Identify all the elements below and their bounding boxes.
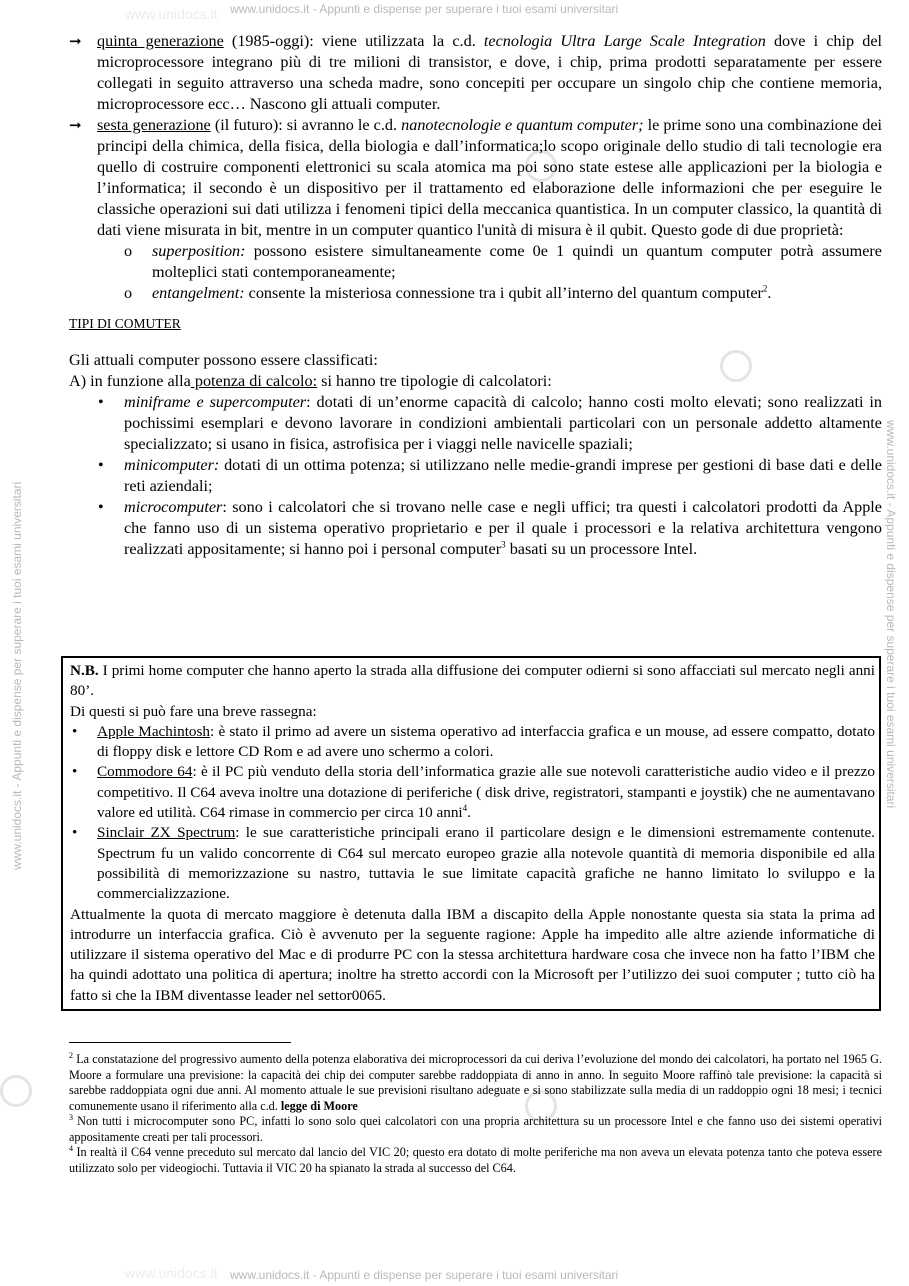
quantum-properties-list [69, 241, 882, 304]
nb-label: N.B. [70, 662, 99, 679]
circle-bullet-icon: o [124, 284, 133, 302]
section-heading: TIPI DI COMUTER [69, 316, 181, 331]
generation-item: ➞ sesta generazione (il futuro): si avranno le c.d. nanotecnologie e quantum computer; le prime sono una combinazione dei principi della chimica, della fisica, della biologia e dall’informatica;lo scopo originale dello studio di tali tecnologie era quello di costruire componenti elettronici su scala atomica ma poi sono state estese alle applicazioni per la biologia e l’informatica; il secondo è un dispositivo per il trattamento ed elaborazione delle informazioni che per eseguire le classiche operazioni sui dati utilizza i fenomeni tipici della meccanica quantistica. In un computer classico, la quantità di dati viene misurata in bit, mentre in un computer quantico l'unità di misura è il qubit. Questo gode di due proprietà: [69, 116, 882, 239]
footnote-ref[interactable]: 4 [462, 803, 468, 814]
watermark-logo-icon [0, 1075, 32, 1107]
classification-intro: Gli attuali computer possono essere classificati: A) in funzione alla potenza di calcolo: si hanno tre tipologie di calcolatori: [69, 351, 552, 390]
watermark-ghost: www.unidocs.it [125, 1265, 218, 1281]
watermark-ghost: www.unidocs.it [125, 6, 218, 22]
list-item: • miniframe e supercomputer: dotati di un’enorme capacità di calcolo; hanno costi molto elevati; sono realizzati in pochissimi esemplari e devono lavorare in condizioni ambientali particolari con un personale addetto altamente specializzato; si usano in fisica, astrofisica per i viaggi nelle navicelle spaziali; [98, 393, 882, 453]
watermark-left: www.unidocs.it - Appunti e dispense per superare i tuoi esami universitari [10, 481, 24, 870]
footnote-ref[interactable]: 2 [762, 283, 768, 294]
footnote-divider [69, 1042, 291, 1043]
generation-term: quinta generazione [97, 32, 224, 50]
bullet-icon: • [72, 763, 78, 781]
list-item: • Sinclair ZX Spectrum: le sue caratteristiche principali erano il particolare design e le dimensioni estremamente contenute. Spectrum fu un valido concorrente di C64 sul mercato europeo grazie alla notevole quantità di memoria disponibile ed alla possibilità di memorizzazione su nastro, tuttavia le sue limitate capacità grafiche ne hanno limitato lo sviluppo e la commercializzazione. [72, 824, 875, 903]
footnote-ref[interactable]: 3 [501, 539, 506, 550]
list-item: o entangelment: consente la misteriosa connessione tra i qubit all’interno del quantum computer$^2$. [124, 283, 772, 302]
bullet-icon: • [98, 393, 104, 411]
bullet-icon: • [72, 722, 78, 740]
home-computer-list [70, 722, 875, 905]
list-item: o superposition: possono esistere simultaneamente come 0e 1 quindi un quantum computer potrà assumere molteplici stati contemporaneamente; [124, 242, 882, 281]
computer-types-list [69, 392, 882, 560]
footnote: $^2$ La constatazione del progressivo aumento della potenza elaborativa dei microprocessori da cui deriva l’evoluzione del mondo dei calcolatori, ha portato nel 1965 G. Moore a formulare una previsione: la capacità dei chip dei computer sarebbe raddoppiata di anno in anno. In seguito Moore raffinò tale previsione: la capacità si sarebbe raddoppiata ogni due anni. Al momento attuale le sue previsioni risultano adeguate e si sono stabilizzate sulla media di un raddoppio ogni 18 mesi; i tecnici comunemente usano il riferimento alla c.d. legge di Moore [69, 1050, 882, 1113]
footnote: $^4$ In realtà il C64 venne preceduto sul mercato dal lancio del VIC 20; questo era dotato di molte periferiche ma non aveva un elevata potenza tanto che poteva essere utilizzato solo per videogiochi. Tuttavia il VIC 20 ha spianato la strada al successo del C64. [69, 1143, 882, 1175]
circle-bullet-icon: o [124, 242, 133, 260]
generation-term: sesta generazione [97, 116, 211, 134]
watermark-right: www.unidocs.it - Appunti e dispense per superare i tuoi esami universitari [884, 420, 898, 809]
bullet-icon: • [72, 824, 78, 842]
nb-box: N.B. I primi home computer che hanno aperto la strada alla diffusione dei computer odierni si sono affacciati sul mercato negli anni 80’. Di questi si può fare una breve rassegna: • Apple Machintosh: è stato il primo ad avere un sistema operativo ad interfaccia grafica e un mouse, ad essere compatto, dotato di floppy disk e lettore CD Rom e ad avere uno schermo a colori. • Commodore 64: è il PC più venduto della storia dell’informatica grazie alle sue notevoli caratteristiche audio video e il prezzo competitivo. Il C64 aveva inoltre una dotazione di periferiche ( disk drive, registratori, stampanti e joystik) che ne aumentavano valore ed utilità. C64 rimase in commercio per circa 10 anni$^4$. • Sinclair ZX Spectrum: le sue caratteristiche principali erano il particolare design e le dimensioni estremamente contenute. Spectrum fu un valido concorrente di C64 sul mercato europeo grazie alla notevole quantità di memoria disponibile ed alla possibilità di memorizzazione su nastro, tuttavia le sue limitate capacità grafiche ne hanno limitato lo sviluppo e la commercializzazione. Attualmente la quota di mercato maggiore è detenuta dalla IBM a discapito della Apple nonostante questa sia stata la prima ad introdurre un interfaccia grafica. Ciò è avvenuto per la seguente ragione: Apple ha impedito alle altre aziende informatiche di utilizzare il sistema operativo del Mac e di produrre PC con la stessa architettura hardware cosa che invece non ha fatto l’IBM che ha quindi adottato una politica di apertura; inoltre ha stretto accordi con la Microsoft per l’utilizzo dei suoi computer ; tutto ciò ha fatto si che la IBM diventasse leader nel settor0065. [61, 656, 881, 1011]
bullet-icon: • [98, 498, 104, 516]
document-body [69, 31, 882, 560]
list-item: • microcomputer: sono i calcolatori che si trovano nelle case e negli uffici; tra questi i calcolatori prodotti da Apple che fanno uso di un sistema operativo proprietario e per il quale i processori e la relativa architettura vengono realizzati appositamente; si hanno poi i personal computer$^3$ basati su un processore Intel. [98, 498, 882, 558]
arrow-icon: ➞ [69, 116, 82, 134]
watermark-top: www.unidocs.it - Appunti e dispense per superare i tuoi esami universitari [230, 2, 619, 16]
generation-item: ➞ quinta generazione (1985-oggi): viene utilizzata la c.d. tecnologia Ultra Large Scale Integration dove i chip del microprocessore integrano più di tre milioni di transistor, e dove, i chip, prima prodotti separatamente per essere collegati in seguito attraverso una scheda madre, sono concepiti per occupare un singolo chip che contiene memoria, microprocessore ecc… Nascono gli attuali computer. [69, 32, 882, 113]
bullet-icon: • [98, 456, 104, 474]
list-item: • Apple Machintosh: è stato il primo ad avere un sistema operativo ad interfaccia grafica e un mouse, ad essere compatto, dotato di floppy disk e lettore CD Rom e ad avere uno schermo a colori. [72, 722, 876, 761]
list-item: • minicomputer: dotati di un ottima potenza; si utilizzano nelle medie-grandi imprese per gestioni di base dati e delle reti aziendali; [98, 456, 882, 495]
arrow-icon: ➞ [69, 32, 82, 50]
footnotes [69, 1052, 882, 1176]
watermark-bottom: www.unidocs.it - Appunti e dispense per superare i tuoi esami universitari [230, 1268, 619, 1282]
list-item: • Commodore 64: è il PC più venduto della storia dell’informatica grazie alle sue notevoli caratteristiche audio video e il prezzo competitivo. Il C64 aveva inoltre una dotazione di periferiche ( disk drive, registratori, stampanti e joystik) che ne aumentavano valore ed utilità. C64 rimase in commercio per circa 10 anni$^4$. [72, 763, 875, 822]
footnote: $^3$ Non tutti i microcomputer sono PC, infatti lo sono solo quei calcolatori con una propria architettura su un processore Intel e che fanno uso dei sistemi operativi appositamente creati per tali processori. [69, 1112, 882, 1144]
